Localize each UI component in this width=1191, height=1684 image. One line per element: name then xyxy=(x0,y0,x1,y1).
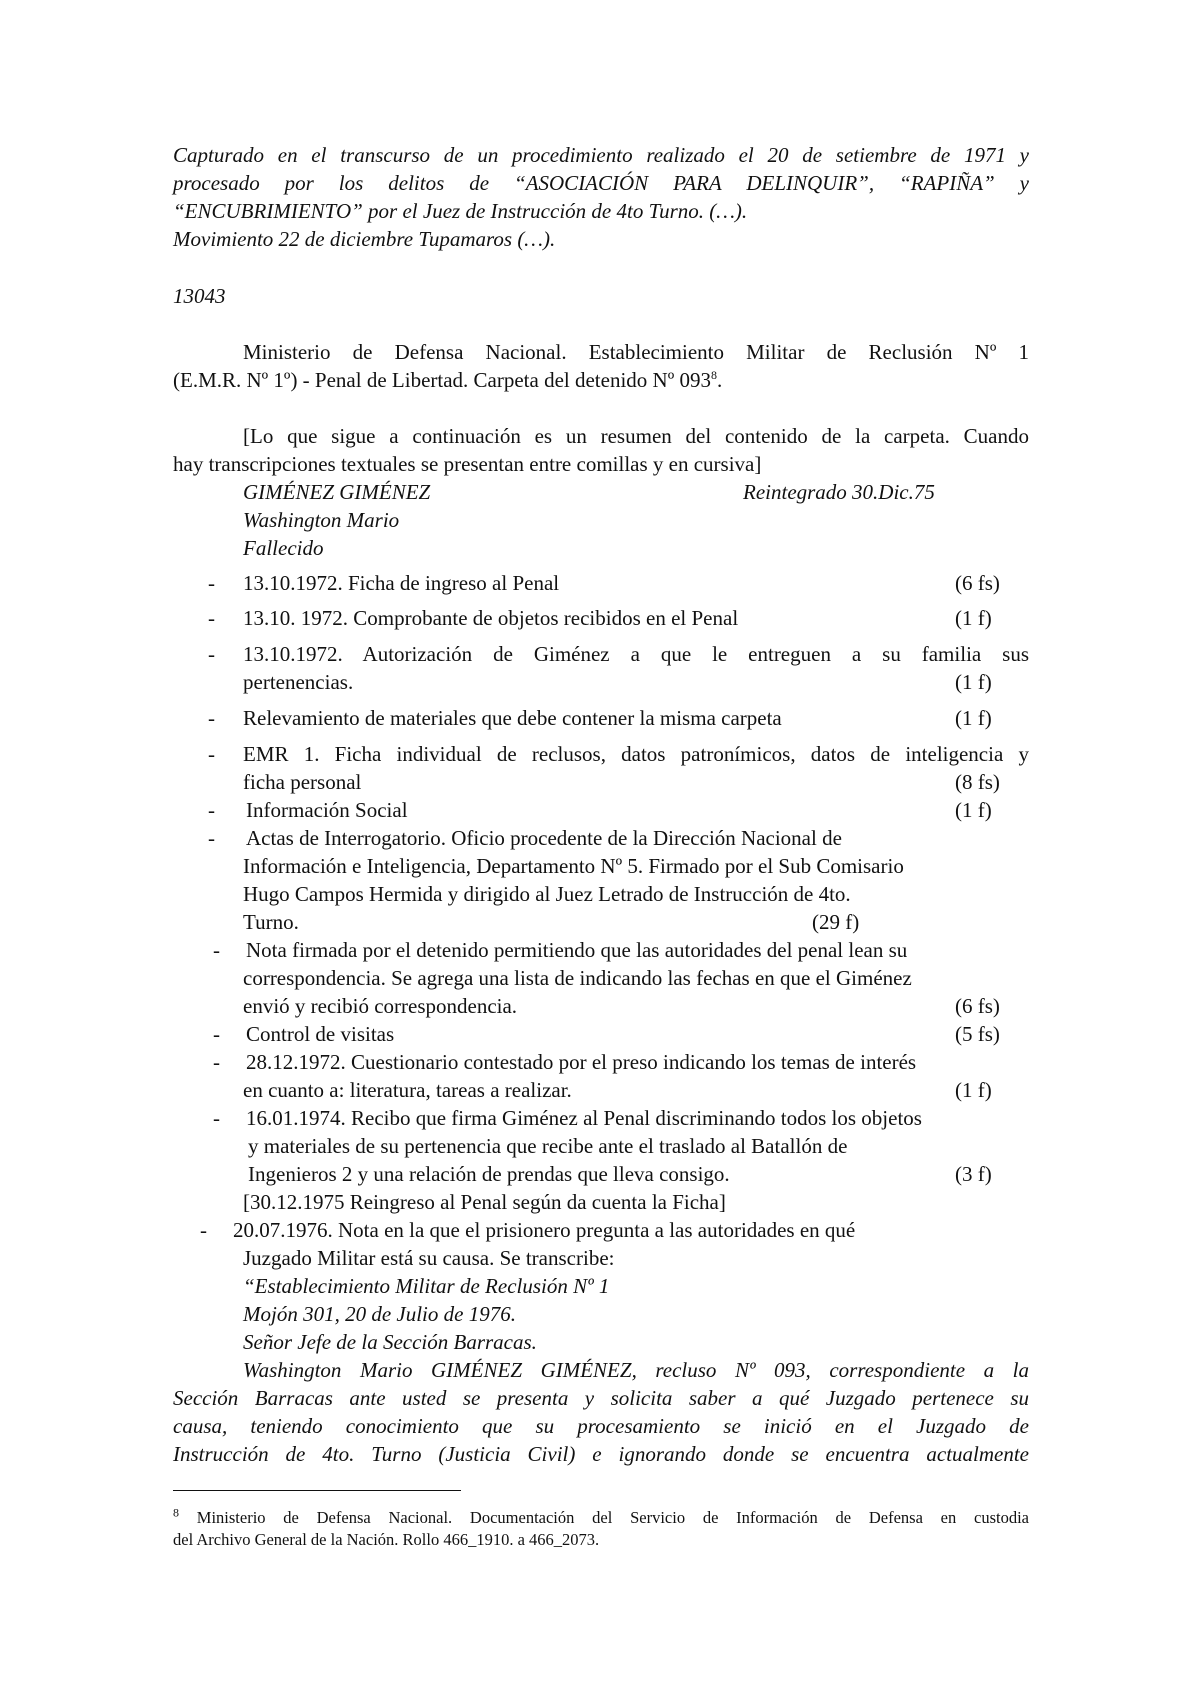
reingreso-note: [30.12.1975 Reingreso al Penal según da cuenta la Ficha] xyxy=(243,1190,726,1214)
page-count: (3 f) xyxy=(955,1162,992,1186)
note-line-1: [Lo que sigue a continuación es un resumen del contenido de la carpeta. Cuando xyxy=(243,424,1029,448)
note-line-2: hay transcripciones textuales se presentan entre comillas y en cursiva] xyxy=(173,452,762,476)
person-status: Fallecido xyxy=(243,536,324,560)
list-item: Control de visitas xyxy=(246,1022,395,1046)
reintegrado-date: Reintegrado 30.Dic.75 xyxy=(743,480,935,504)
page-count: (6 fs) xyxy=(955,994,1000,1018)
letter-place-date: Mojón 301, 20 de Julio de 1976. xyxy=(243,1302,516,1326)
letter-body-line-1: Washington Mario GIMÉNEZ GIMÉNEZ, recluso Nº 093, correspondiente a la xyxy=(243,1358,1029,1382)
person-names: Washington Mario xyxy=(243,508,400,532)
list-item: 13.10. 1972. Comprobante de objetos recibidos en el Penal xyxy=(243,606,739,630)
page-count: (6 fs) xyxy=(955,571,1000,595)
intro-line-3: “ENCUBRIMIENTO” por el Juez de Instrucción de 4to Turno. (…). xyxy=(173,199,748,223)
list-bullet: - xyxy=(213,938,220,962)
list-item-cont: en cuanto a: literatura, tareas a realizar. xyxy=(243,1078,572,1102)
list-bullet: - xyxy=(208,742,215,766)
record-code: 13043 xyxy=(173,284,226,308)
letter-addressee: Señor Jefe de la Sección Barracas. xyxy=(243,1330,537,1354)
list-item-cont: Turno. xyxy=(243,910,299,934)
list-item-cont: Juzgado Militar está su causa. Se transcribe: xyxy=(243,1246,615,1270)
list-bullet: - xyxy=(208,642,215,666)
list-item: EMR 1. Ficha individual de reclusos, datos patronímicos, datos de inteligencia y xyxy=(243,742,1029,766)
list-item-cont: Ingenieros 2 y una relación de prendas que lleva consigo. xyxy=(248,1162,730,1186)
page-count: (1 f) xyxy=(955,1078,992,1102)
list-item-cont: correspondencia. Se agrega una lista de indicando las fechas en que el Giménez xyxy=(243,966,912,990)
intro-line-1: Capturado en el transcurso de un procedimiento realizado el 20 de setiembre de 1971 y xyxy=(173,143,1029,167)
list-bullet: - xyxy=(213,1050,220,1074)
list-bullet: - xyxy=(200,1218,207,1242)
footnote-mark: 8 xyxy=(173,1505,179,1520)
list-bullet: - xyxy=(208,571,215,595)
list-item: Relevamiento de materiales que debe contener la misma carpeta xyxy=(243,706,782,730)
list-bullet: - xyxy=(208,706,215,730)
page-count: (1 f) xyxy=(955,670,992,694)
intro-line-4: Movimiento 22 de diciembre Tupamaros (…). xyxy=(173,227,556,251)
list-bullet: - xyxy=(208,798,215,822)
page-count: (1 f) xyxy=(955,606,992,630)
list-bullet: - xyxy=(208,606,215,630)
list-item-cont: ficha personal xyxy=(243,770,362,794)
page-count: (29 f) xyxy=(812,910,860,934)
intro-line-2: procesado por los delitos de “ASOCIACIÓN PARA DELINQUIR”, “RAPIÑA” y xyxy=(173,171,1029,195)
list-item-cont: Hugo Campos Hermida y dirigido al Juez Letrado de Instrucción de 4to. xyxy=(243,882,851,906)
list-item: 13.10.1972. Ficha de ingreso al Penal xyxy=(243,571,560,595)
page-count: (8 fs) xyxy=(955,770,1000,794)
footnote-divider xyxy=(173,1490,461,1491)
list-item-cont: pertenencias. xyxy=(243,670,354,694)
list-item: 16.01.1974. Recibo que firma Giménez al Penal discriminando todos los objetos xyxy=(246,1106,922,1130)
list-item-cont: envió y recibió correspondencia. xyxy=(243,994,518,1018)
page-count: (5 fs) xyxy=(955,1022,1000,1046)
person-surname: GIMÉNEZ GIMÉNEZ xyxy=(243,480,431,504)
letter-heading: “Establecimiento Militar de Reclusión Nº 1 xyxy=(243,1274,610,1298)
ministry-line-2: (E.M.R. Nº 1º) - Penal de Libertad. Carpeta del detenido Nº $093^8$. xyxy=(173,368,723,392)
footnote-line-2: del Archivo General de la Nación. Rollo 466_1910. a 466_2073. xyxy=(173,1530,600,1549)
list-item: Actas de Interrogatorio. Oficio procedente de la Dirección Nacional de xyxy=(246,826,842,850)
footnote-line-1: $^8$ Ministerio de Defensa Nacional. Documentación del Servicio de Información de Defensa en custodia xyxy=(173,1505,1030,1527)
list-bullet: - xyxy=(208,826,215,850)
page-count: (1 f) xyxy=(955,798,992,822)
letter-body-line-2: Sección Barracas ante usted se presenta y solicita saber a qué Juzgado pertenece su xyxy=(173,1386,1029,1410)
list-item-cont: Información e Inteligencia, Departamento Nº 5. Firmado por el Sub Comisario xyxy=(243,854,904,878)
list-item: 20.07.1976. Nota en la que el prisionero pregunta a las autoridades en qué xyxy=(233,1218,856,1242)
letter-body-line-4: Instrucción de 4to. Turno (Justicia Civil) e ignorando donde se encuentra actualmente xyxy=(173,1442,1029,1466)
list-item: Nota firmada por el detenido permitiendo que las autoridades del penal lean su xyxy=(246,938,908,962)
list-bullet: - xyxy=(213,1106,220,1130)
list-item: Información Social xyxy=(246,798,408,822)
list-item: 13.10.1972. Autorización de Giménez a que le entreguen a su familia sus xyxy=(243,642,1029,666)
footnote-ref: 8 xyxy=(710,368,717,382)
letter-body-line-3: causa, teniendo conocimiento que su procesamiento se inició en el Juzgado de xyxy=(173,1414,1029,1438)
list-item: 28.12.1972. Cuestionario contestado por el preso indicando los temas de interés xyxy=(246,1050,917,1074)
list-bullet: - xyxy=(213,1022,220,1046)
list-item-cont: y materiales de su pertenencia que recibe ante el traslado al Batallón de xyxy=(248,1134,848,1158)
ministry-line-1: Ministerio de Defensa Nacional. Establecimiento Militar de Reclusión Nº 1 xyxy=(243,340,1029,364)
page-count: (1 f) xyxy=(955,706,992,730)
